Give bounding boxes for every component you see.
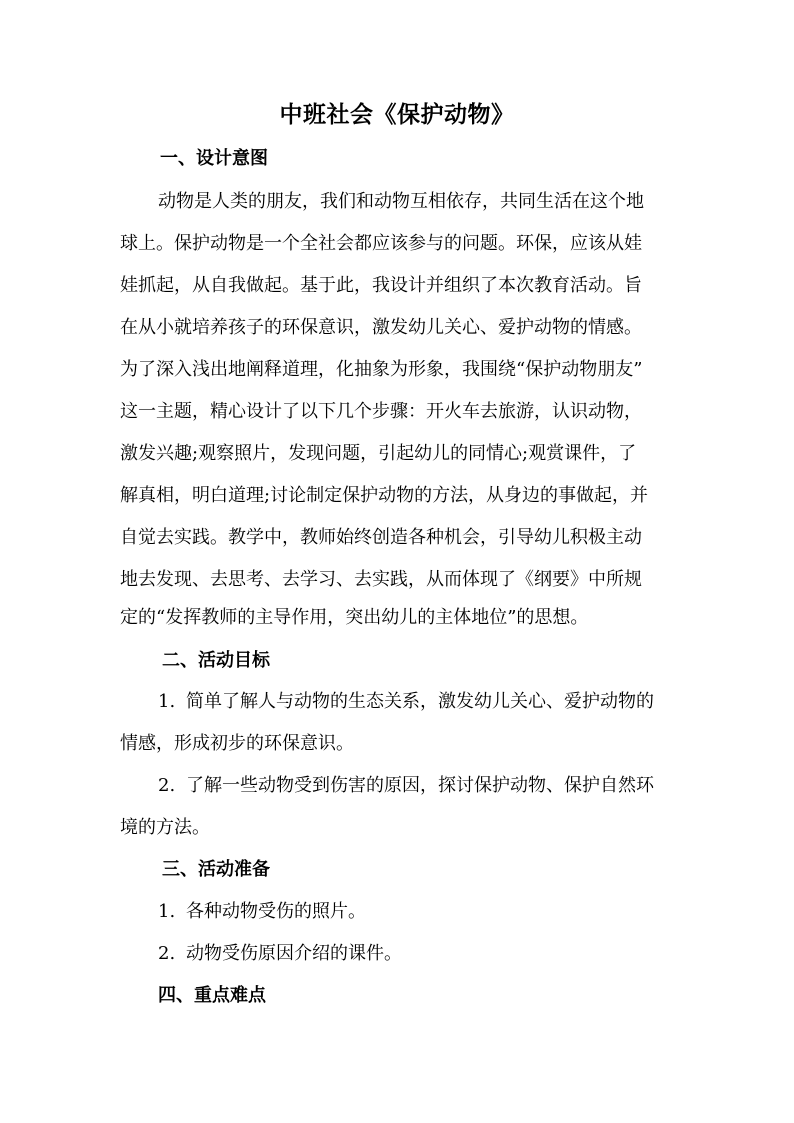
paragraph-line: 自觉去实践。教学中，教师始终创造各种机会，引导幼儿积极主动: [120, 527, 642, 548]
paragraph-line: 解真相，明白道理;讨论制定保护动物的方法，从身边的事做起，并: [120, 485, 649, 506]
page-title: 中班社会《保护动物》: [279, 101, 515, 128]
list-item-number: 2.: [158, 943, 176, 964]
list-item: [158, 941, 402, 967]
section-heading-goals: 二、活动目标: [162, 650, 270, 671]
section-heading-key-points: 四、重点难点: [158, 985, 266, 1006]
paragraph-line: 地去发现、去思考、去学习、去实践，从而体现了《纲要》中所规: [120, 569, 642, 590]
list-item: [158, 689, 654, 715]
paragraph-line: 为了深入浅出地阐释道理，化抽象为形象，我围绕“保护动物朋友”: [120, 359, 643, 380]
paragraph-line: 球上。保护动物是一个全社会都应该参与的问题。环保，应该从娃: [120, 233, 642, 254]
paragraph-line: 在从小就培养孩子的环保意识，激发幼儿关心、爱护动物的情感。: [120, 317, 642, 338]
list-item-number: 2.: [158, 775, 176, 796]
paragraph-line: 娃抓起，从自我做起。基于此，我设计并组织了本次教育活动。旨: [120, 275, 642, 296]
list-item-number: 1.: [158, 691, 176, 712]
paragraph-line: 这一主题，精心设计了以下几个步骤：开火车去旅游，认识动物，: [120, 401, 642, 422]
list-item: [158, 773, 654, 799]
paragraph-line: 激发兴趣;观察照片，发现问题，引起幼儿的同情心;观赏课件，了: [120, 443, 637, 464]
list-item-continuation: 境的方法。: [120, 817, 210, 838]
list-item: [158, 899, 366, 925]
paragraph-line: 定的“发挥教师的主导作用，突出幼儿的主体地位”的思想。: [120, 607, 589, 628]
list-item-number: 1.: [158, 901, 176, 922]
section-heading-preparation: 三、活动准备: [162, 859, 270, 880]
section-heading-design-intent: 一、设计意图: [160, 148, 268, 169]
list-item-text: 简单了解人与动物的生态关系，激发幼儿关心、爱护动物的: [186, 691, 654, 712]
paragraph-line: 动物是人类的朋友，我们和动物互相依存，共同生活在这个地: [158, 191, 644, 212]
list-item-text: 动物受伤原因介绍的课件。: [186, 943, 402, 964]
list-item-text: 各种动物受伤的照片。: [186, 901, 366, 922]
list-item-continuation: 情感，形成初步的环保意识。: [120, 733, 354, 754]
list-item-text: 了解一些动物受到伤害的原因，探讨保护动物、保护自然环: [186, 775, 654, 796]
